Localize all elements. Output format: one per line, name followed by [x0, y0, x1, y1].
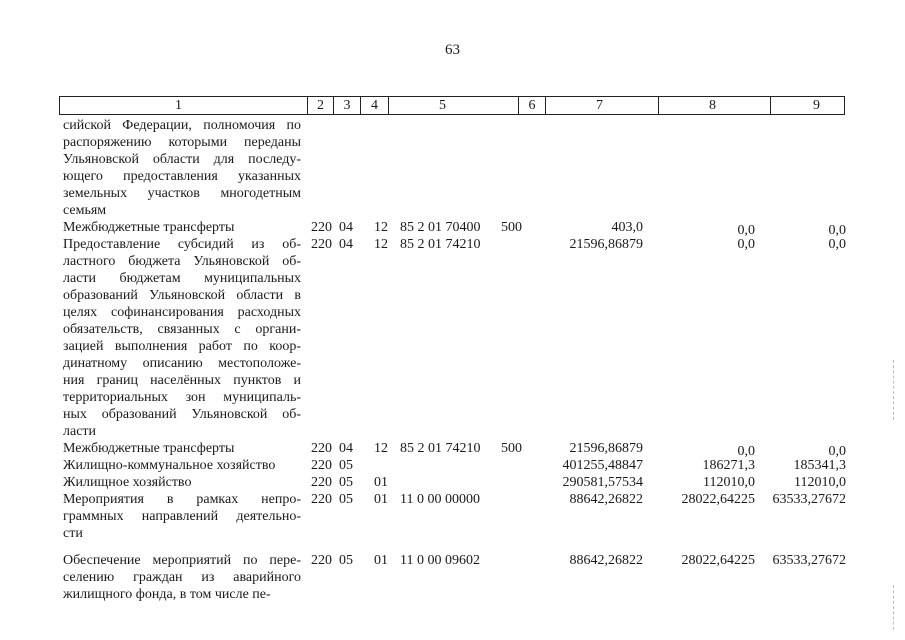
description-line: земельных участков многодетным [63, 186, 301, 201]
column-header-8: 8 [659, 97, 771, 115]
description-line: ласти [63, 424, 97, 439]
expense-type-code: 500 [501, 220, 522, 235]
code-column-2: 220 [311, 220, 332, 235]
page-number: 63 [445, 42, 460, 58]
amount-column-7: 401255,48847 [562, 458, 643, 473]
column-header-3: 3 [334, 97, 361, 115]
amount-column-9: 0,0 [828, 444, 846, 459]
subsection-code: 01 [374, 475, 388, 490]
table-row [63, 491, 848, 542]
row-description [63, 474, 301, 491]
code-column-2: 220 [311, 475, 332, 490]
section-code: 04 [339, 237, 353, 252]
column-header-row [60, 97, 845, 115]
section-code: 05 [339, 458, 353, 473]
description-line: ных образований Ульяновской об- [63, 407, 301, 422]
column-header-1: 1 [60, 97, 308, 115]
description-line: ласти бюджетам муниципальных [63, 271, 301, 286]
row-description [63, 491, 301, 542]
description-line: зацией выполнения работ по коор- [63, 339, 301, 354]
scan-edge-line [893, 585, 894, 630]
amount-column-8: 112010,0 [703, 475, 755, 490]
amount-column-7: 88642,26822 [569, 553, 643, 568]
amount-column-9: 112010,0 [794, 475, 846, 490]
code-column-2: 220 [311, 492, 332, 507]
section-code: 05 [339, 492, 353, 507]
expense-type-code: 500 [501, 441, 522, 456]
column-header-2: 2 [308, 97, 334, 115]
subsection-code: 12 [374, 220, 388, 235]
description-line: Жилищное хозяйство [63, 475, 192, 490]
table-row [63, 117, 848, 219]
description-line: распоряжению которыми переданы [63, 135, 301, 150]
subsection-code: 01 [374, 492, 388, 507]
target-article-code: 11 0 00 09602 [400, 553, 480, 568]
description-line: ния границ населённых пунктов и [63, 373, 301, 388]
description-line: Предоставление субсидий из об- [63, 237, 301, 252]
description-line: Жилищно-коммунальное хозяйство [63, 458, 276, 473]
description-line: жилищного фонда, в том числе пе- [63, 587, 271, 602]
amount-column-9: 0,0 [828, 237, 846, 252]
row-description [63, 457, 301, 474]
description-line: сийской Федерации, полномочия по [63, 118, 301, 133]
amount-column-9: 185341,3 [793, 458, 846, 473]
description-line: Межбюджетные трансферты [63, 441, 235, 456]
description-line: динатному описанию местоположе- [63, 356, 301, 371]
description-line: образований Ульяновской области в [63, 288, 301, 303]
row-description [63, 440, 301, 457]
description-line: граммных направлений деятельно- [63, 509, 301, 524]
description-line: сти [63, 526, 83, 541]
row-description [63, 219, 301, 236]
section-code: 04 [339, 441, 353, 456]
amount-column-7: 21596,86879 [569, 237, 643, 252]
target-article-code: 85 2 01 70400 [400, 220, 481, 235]
subsection-code: 12 [374, 237, 388, 252]
table-row [63, 219, 848, 236]
description-line: Обеспечение мероприятий по пере- [63, 553, 301, 568]
row-description [63, 552, 301, 603]
amount-column-7: 403,0 [611, 220, 643, 235]
section-code: 04 [339, 220, 353, 235]
row-description [63, 117, 301, 219]
amount-column-9: 63533,27672 [772, 553, 846, 568]
table-row [63, 457, 848, 474]
amount-column-7: 290581,57534 [562, 475, 643, 490]
amount-column-9: 63533,27672 [772, 492, 846, 507]
column-header-5: 5 [389, 97, 519, 115]
amount-column-8: 28022,64225 [681, 553, 755, 568]
budget-table-body [63, 117, 848, 603]
description-line: Мероприятия в рамках непро- [63, 492, 301, 507]
description-line: обязательств, связанных с органи- [63, 322, 301, 337]
code-column-2: 220 [311, 237, 332, 252]
description-line: селению граждан из аварийного [63, 570, 301, 585]
description-line: целях софинансирования расходных [63, 305, 301, 320]
amount-column-8: 0,0 [737, 223, 755, 238]
amount-column-8: 0,0 [737, 237, 755, 252]
amount-column-9: 0,0 [828, 223, 846, 238]
amount-column-8: 186271,3 [702, 458, 755, 473]
table-row [63, 236, 848, 440]
amount-column-7: 88642,26822 [569, 492, 643, 507]
description-line: ющего предоставления указанных [63, 169, 301, 184]
row-description [63, 236, 301, 440]
column-header-4: 4 [361, 97, 389, 115]
target-article-code: 85 2 01 74210 [400, 237, 481, 252]
target-article-code: 85 2 01 74210 [400, 441, 481, 456]
target-article-code: 11 0 00 00000 [400, 492, 480, 507]
section-code: 05 [339, 553, 353, 568]
table-row [63, 474, 848, 491]
column-header-9: 9 [771, 97, 845, 115]
code-column-2: 220 [311, 458, 332, 473]
description-line: Межбюджетные трансферты [63, 220, 235, 235]
subsection-code: 12 [374, 441, 388, 456]
column-header-7: 7 [546, 97, 659, 115]
description-line: Ульяновской области для последу- [63, 152, 301, 167]
code-column-2: 220 [311, 553, 332, 568]
subsection-code: 01 [374, 553, 388, 568]
description-line: семьям [63, 203, 107, 218]
scan-edge-line [893, 360, 894, 420]
description-line: ластного бюджета Ульяновской об- [63, 254, 301, 269]
amount-column-8: 0,0 [737, 444, 755, 459]
table-row [63, 552, 848, 603]
table-row [63, 440, 848, 457]
description-line: территориальных зон муниципаль- [63, 390, 301, 405]
amount-column-8: 28022,64225 [681, 492, 755, 507]
code-column-2: 220 [311, 441, 332, 456]
amount-column-7: 21596,86879 [569, 441, 643, 456]
section-code: 05 [339, 475, 353, 490]
column-header-6: 6 [519, 97, 546, 115]
column-header-table [59, 96, 845, 115]
